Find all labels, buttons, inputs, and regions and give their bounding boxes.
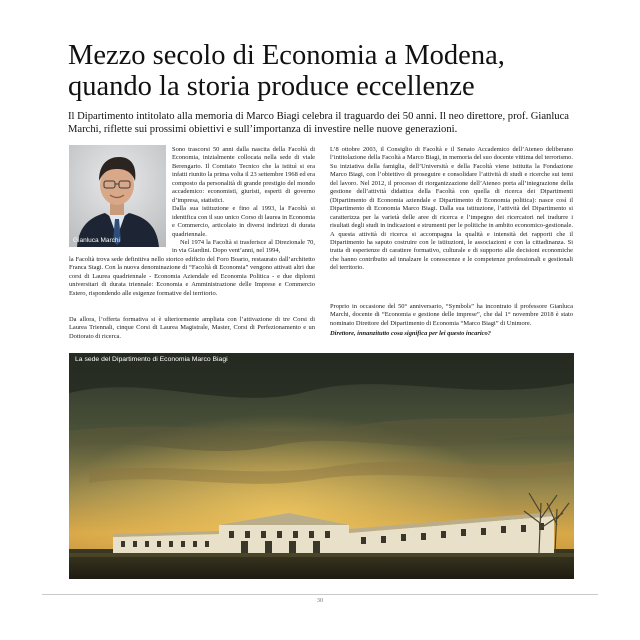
portrait-caption: Gianluca Marchi xyxy=(73,237,120,244)
portrait-photo xyxy=(69,145,166,247)
right-column xyxy=(330,146,573,273)
left-column-wrap xyxy=(172,146,315,256)
paragraph: L’8 ottobre 2003, il Consiglio di Facoltà e il Senato Accademico dell’Ateneo deliberano l’intitolazione della Facoltà a Marco Biagi, in memoria del suo docente vittima del terrorismo. Su iniziativa della famiglia, dell’Università e della Facoltà viene istituita la Fondazione Marco Biagi, con l’obiettivo di proseguire e consolidare l’attività di studi e ricerche sui temi del lavoro. Nel 2012, il processo di riorganizzazione dell’Ateneo porta all’integrazione della gestione dell’attività didattica della Facoltà con quella di ricerca dei Dipartimenti (Dipartimento di Economia aziendale e Dipartimento di Economia politica): nasce così il Dipartimento di Economia Marco Biagi. Dalla sua istituzione, l’attività del Dipartimento si caratterizza per la varietà delle aree di ricerca e l’impegno dei ricercatori nel tradurre i risultati degli studi in indicazioni e strumenti per le politiche in ambito economico-gestionale. A questa attività di ricerca si accompagna la qualità e intensità dei rapporti che il Dipartimento ha saputo costruire con le istituzioni, le associazioni e con la cittadinanza. Si tratta di esperienze di carattere formativo, culturale e di supporto alle decisioni economiche che hanno contribuito ad innalzare le conoscenze e le competenze professionali e gestionali del territorio. xyxy=(330,146,573,272)
photo-caption: La sede del Dipartimento di Economia Marco Biagi xyxy=(75,356,228,363)
title-line-1: Mezzo secolo di Economia a Modena, xyxy=(68,40,505,71)
building-illustration xyxy=(69,353,574,579)
right-column-continued xyxy=(330,303,573,328)
paragraph: la Facoltà trova sede definitiva nello storico edificio del Foro Boario, restaurato dall’architetto Franca Stagi. Con la nuova denominazione di “Facoltà di Economia” vengono attivati altri due corsi di Laurea quadriennale - Economia Aziendale ed Economia Politica - e due diplomi universitari di durata triennale: Economia e Amministrazione delle Imprese e Commercio Estero, rispondendo alle esigenze formative del territorio. xyxy=(69,256,315,297)
paragraph: Dalla sua istituzione e fino al 1993, la Facoltà si identifica con il suo unico Corso di laurea in Economia e Commercio, articolato in diversi indirizzi di durata quadriennale. xyxy=(172,205,315,238)
paragraph: Nel 1974 la Facoltà si trasferisce al Direzionale 70, in via Giardini. Dopo vent’anni, nel 1994, xyxy=(172,238,315,255)
portrait-illustration xyxy=(69,145,166,247)
paragraph: Sono trascorsi 50 anni dalla nascita della Facoltà di Economia, inizialmente collocata nella sede di viale Berengario. Il Comitato Tecnico che la istituì si era infatti riunito la prima volta il 23 settembre 1968 ed era composto da personalità di grande prestigio del mondo accademico: economisti, giuristi, esperti di governo d’impresa, statistici. xyxy=(172,146,316,204)
footer-rule xyxy=(42,594,598,595)
paragraph: Da allora, l’offerta formativa si è ulteriormente ampliata con l’attivazione di tre Corsi di Laurea Triennali, cinque Corsi di Laurea Magistrale, Master, Corsi di Perfezionamento e un Dottorato di ricerca. xyxy=(69,316,315,340)
left-column xyxy=(69,256,315,298)
building-photo xyxy=(69,353,574,579)
title-line-2: quando la storia produce eccellenze xyxy=(68,71,475,102)
page-number: 30 xyxy=(316,597,324,604)
paragraph: Proprio in occasione del 50° anniversario, “Symbols” ha incontrato il professore Gianluca Marchi, docente di “Economia e gestione delle imprese”, che dal 1° novembre 2018 è stato nominato Direttore del Dipartimento di Economia “Marco Biagi” di Unimore. xyxy=(330,303,573,327)
standfirst: Il Dipartimento intitolato alla memoria di Marco Biagi celebra il traguardo dei 50 anni. Il neo direttore, prof. Gianluca Marchi, riflette sui prossimi obiettivi e sull’importanza di investire nelle nuove generazioni. xyxy=(68,111,569,135)
interview-question: Direttore, innanzitutto cosa significa per lei questo incarico? xyxy=(330,330,491,337)
article-title xyxy=(68,40,598,102)
left-column-continued xyxy=(69,316,315,341)
